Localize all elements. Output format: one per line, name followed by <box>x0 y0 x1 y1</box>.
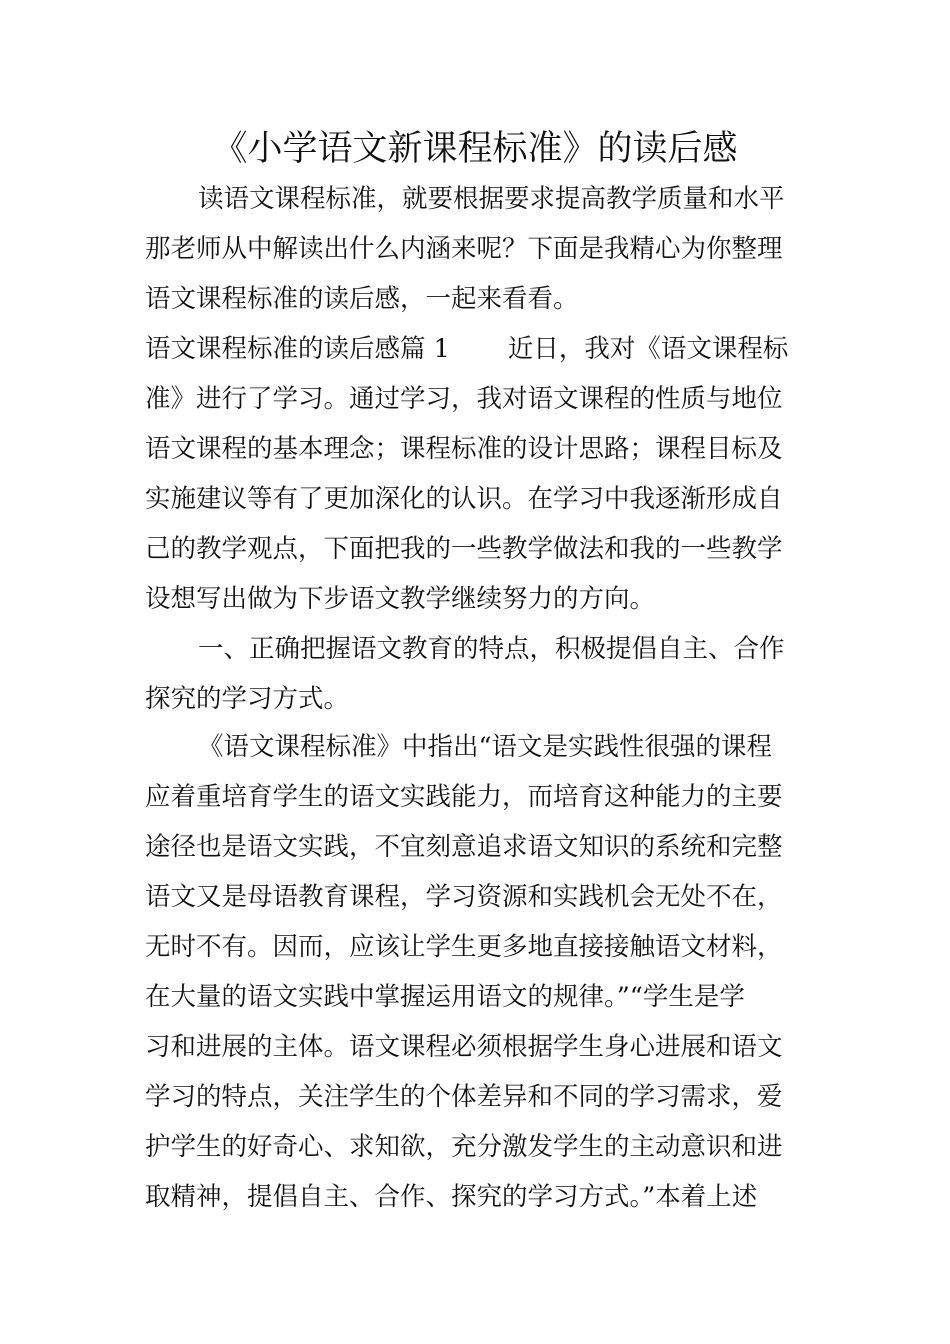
paragraph-line: 读语文课程标准，就要根据要求提高教学质量和水平 <box>198 184 785 214</box>
paragraph-line: 习和进展的主体。语文课程必须根据学生身心进展和语文 <box>145 1032 783 1062</box>
section-heading: 语文课程标准的读后感篇 1 <box>145 334 450 364</box>
paragraph-line: 取精神，提倡自主、合作、探究的学习方式。”本着上述 <box>145 1182 758 1212</box>
paragraph-line: 准》进行了学习。通过学习，我对语文课程的性质与地位 <box>145 384 783 414</box>
paragraph-line: 应着重培育学生的语文实践能力，而培育这种能力的主要 <box>145 782 783 812</box>
paragraph-line: 语文又是母语教育课程，学习资源和实践机会无处不在， <box>145 882 783 912</box>
paragraph-line: 设想写出做为下步语文教学继续努力的方向。 <box>145 584 656 614</box>
document-title: 《小学语文新课程标准》的读后感 <box>212 129 738 169</box>
paragraph-line: 无时不有。因而，应该让学生更多地直接接触语文材料， <box>145 932 783 962</box>
paragraph-line: 探究的学习方式。 <box>145 684 350 714</box>
paragraph-line: 一、正确把握语文教育的特点，积极提倡自主、合作 <box>198 634 785 664</box>
paragraph-line: 那老师从中解读出什么内涵来呢？下面是我精心为你整理 <box>145 234 783 264</box>
paragraph-line: 学习的特点，关注学生的个体差异和不同的学习需求，爱 <box>145 1082 783 1112</box>
section-heading-line <box>145 324 815 374</box>
paragraph-line: 《语文课程标准》中指出“语文是实践性很强的课程 <box>198 732 773 762</box>
paragraph-line: 护学生的好奇心、求知欲，充分激发学生的主动意识和进 <box>145 1132 783 1162</box>
paragraph-line: 实施建议等有了更加深化的认识。在学习中我逐渐形成自 <box>145 484 783 514</box>
paragraph-text: 近日，我对《语文课程标 <box>507 334 789 364</box>
paragraph-line: 语文课程的基本理念；课程标准的设计思路；课程目标及 <box>145 434 783 464</box>
paragraph-line: 语文课程标准的读后感，一起来看看。 <box>145 284 579 314</box>
paragraph-line: 在大量的语文实践中掌握运用语文的规律。”“学生是学 <box>145 982 745 1012</box>
paragraph-line: 己的教学观点，下面把我的一些教学做法和我的一些教学 <box>145 534 783 564</box>
paragraph-line: 途径也是语文实践，不宜刻意追求语文知识的系统和完整 <box>145 832 783 862</box>
